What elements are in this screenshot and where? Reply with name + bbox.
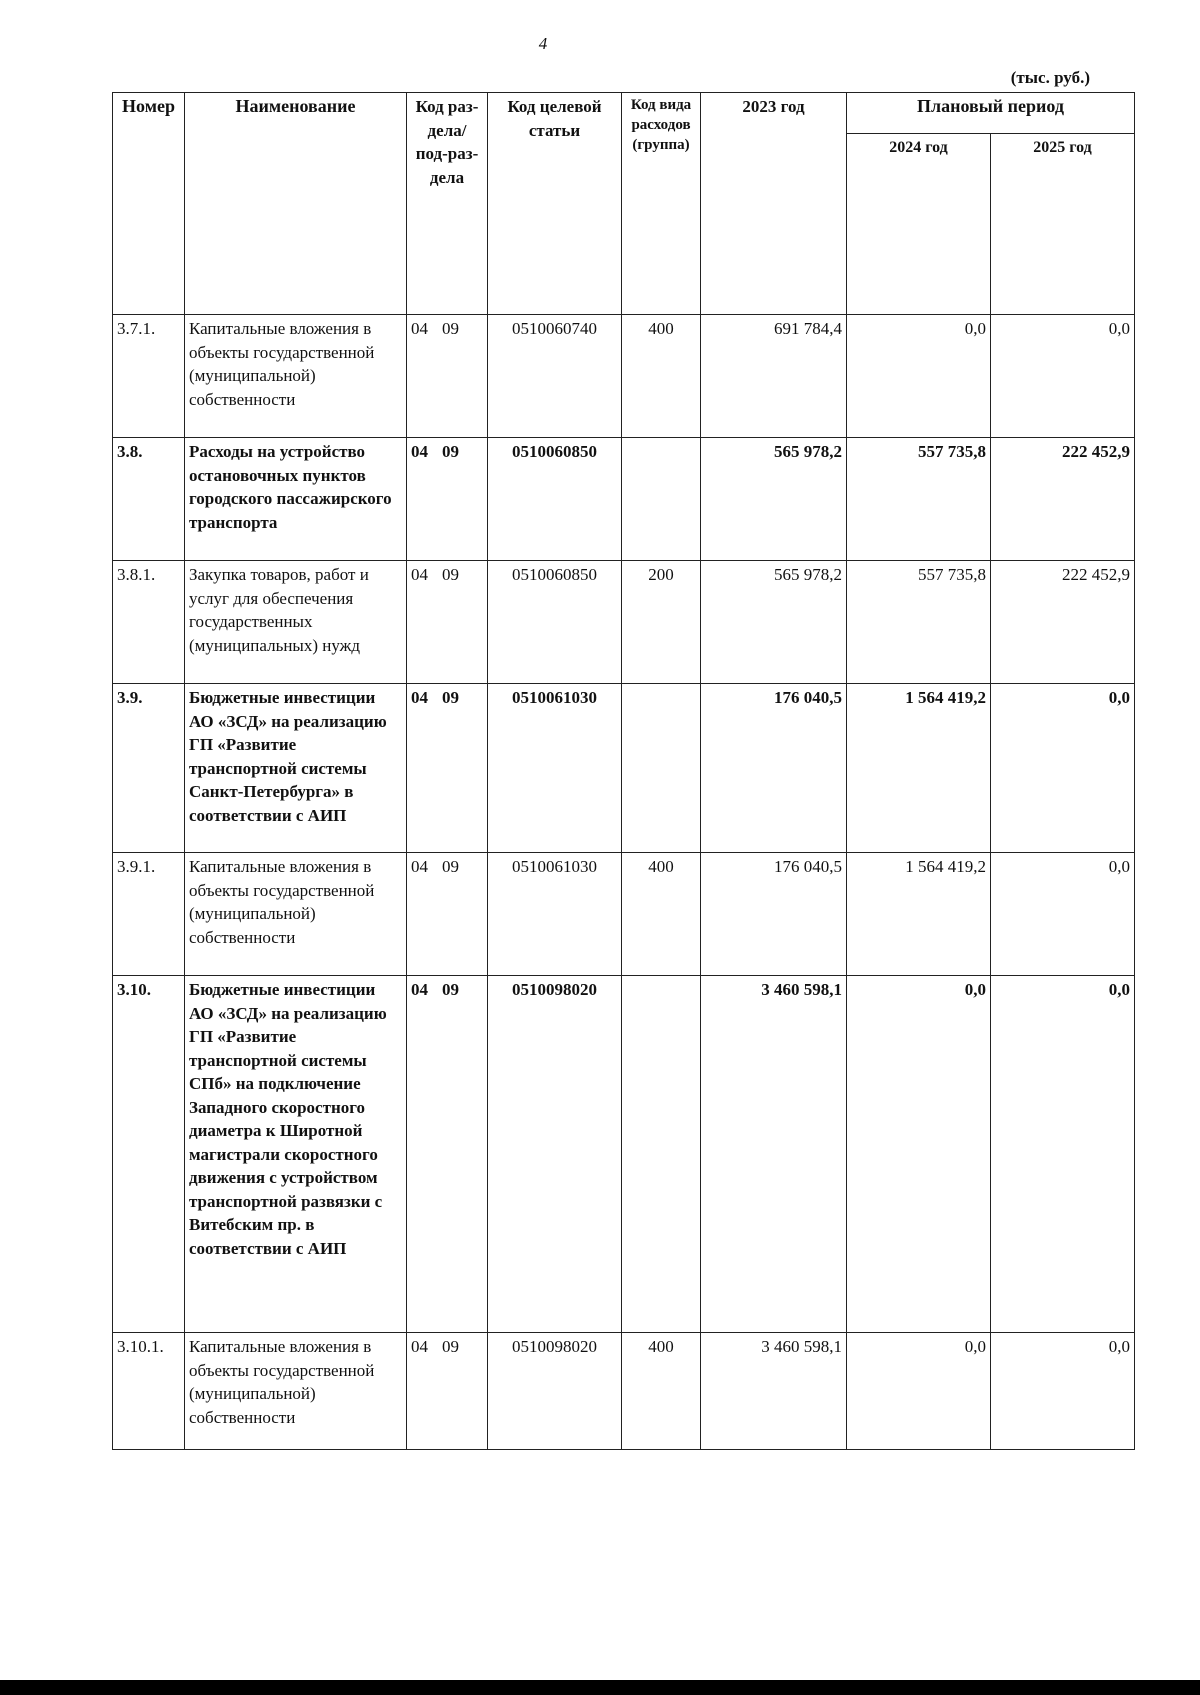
- row-2023: 3 460 598,1: [701, 976, 847, 1333]
- table-row: [113, 1333, 1135, 1450]
- row-razdel: [407, 561, 488, 684]
- subrazdel-code: 09: [442, 980, 459, 999]
- row-number: 3.10.: [113, 976, 185, 1333]
- row-2024: 1 564 419,2: [847, 684, 991, 853]
- row-expense-type: 400: [622, 315, 701, 438]
- row-number: 3.9.: [113, 684, 185, 853]
- row-name: Расходы на устройство остановочных пунктов городского пассажирского транспорта: [185, 438, 407, 561]
- header-plan-period: Плановый период: [847, 93, 1135, 134]
- row-2025: 0,0: [991, 684, 1135, 853]
- header-row: [113, 93, 1135, 134]
- row-target-code: 0510061030: [488, 853, 622, 976]
- row-2023: 3 460 598,1: [701, 1333, 847, 1450]
- row-name: Капитальные вложения в объекты государственной (муниципальной) собственности: [185, 1333, 407, 1450]
- razdel-code: 04: [411, 1337, 428, 1356]
- row-2024: 557 735,8: [847, 561, 991, 684]
- row-number: 3.8.1.: [113, 561, 185, 684]
- row-2025: 0,0: [991, 1333, 1135, 1450]
- row-number: 3.8.: [113, 438, 185, 561]
- header-2025: 2025 год: [991, 134, 1135, 315]
- table-row: [113, 976, 1135, 1333]
- table-row: [113, 315, 1135, 438]
- header-target-code: Код целевой статьи: [488, 93, 622, 315]
- row-2023: 565 978,2: [701, 561, 847, 684]
- row-number: 3.9.1.: [113, 853, 185, 976]
- table-row: [113, 561, 1135, 684]
- row-name: Закупка товаров, работ и услуг для обеспечения государственных (муниципальных) нужд: [185, 561, 407, 684]
- row-2023: 176 040,5: [701, 853, 847, 976]
- row-expense-type: 200: [622, 561, 701, 684]
- row-2023: 176 040,5: [701, 684, 847, 853]
- row-name: Капитальные вложения в объекты государственной (муниципальной) собственности: [185, 315, 407, 438]
- row-target-code: 0510061030: [488, 684, 622, 853]
- subrazdel-code: 09: [442, 857, 459, 876]
- row-2023: 565 978,2: [701, 438, 847, 561]
- row-razdel: [407, 1333, 488, 1450]
- scan-edge: [0, 1680, 1200, 1695]
- row-name: Бюджетные инвестиции АО «ЗСД» на реализацию ГП «Развитие транспортной системы СПб» на подключение Западного скоростного диаметра к Широтной магистрали скоростного движения с устройством транспортной развязки с Витебским пр. в соответствии с АИП: [185, 976, 407, 1333]
- header-num: Номер: [113, 93, 185, 315]
- row-razdel: [407, 976, 488, 1333]
- header-expense-type: Код вида расходов (группа): [622, 93, 701, 315]
- row-2025: 0,0: [991, 315, 1135, 438]
- row-number: 3.7.1.: [113, 315, 185, 438]
- row-expense-type: 400: [622, 853, 701, 976]
- budget-table: [112, 92, 1135, 1450]
- razdel-code: 04: [411, 442, 428, 461]
- subrazdel-code: 09: [442, 1337, 459, 1356]
- row-2025: 0,0: [991, 976, 1135, 1333]
- row-target-code: 0510098020: [488, 1333, 622, 1450]
- row-razdel: [407, 315, 488, 438]
- razdel-code: 04: [411, 980, 428, 999]
- row-2024: 0,0: [847, 315, 991, 438]
- header-name: Наименование: [185, 93, 407, 315]
- header-2024: 2024 год: [847, 134, 991, 315]
- row-2024: 557 735,8: [847, 438, 991, 561]
- row-expense-type: [622, 438, 701, 561]
- razdel-code: 04: [411, 688, 428, 707]
- row-2023: 691 784,4: [701, 315, 847, 438]
- row-2024: 0,0: [847, 1333, 991, 1450]
- row-razdel: [407, 684, 488, 853]
- subrazdel-code: 09: [442, 565, 459, 584]
- table-row: [113, 684, 1135, 853]
- row-2025: 222 452,9: [991, 561, 1135, 684]
- razdel-code: 04: [411, 857, 428, 876]
- razdel-code: 04: [411, 319, 428, 338]
- row-target-code: 0510098020: [488, 976, 622, 1333]
- page-number: 4: [538, 34, 548, 53]
- row-razdel: [407, 438, 488, 561]
- row-2025: 0,0: [991, 853, 1135, 976]
- row-number: 3.10.1.: [113, 1333, 185, 1450]
- table-row: [113, 853, 1135, 976]
- subrazdel-code: 09: [442, 442, 459, 461]
- row-2024: 0,0: [847, 976, 991, 1333]
- row-razdel: [407, 853, 488, 976]
- row-target-code: 0510060850: [488, 561, 622, 684]
- row-2024: 1 564 419,2: [847, 853, 991, 976]
- header-razdel: Код раз-дела/ под-раз-дела: [407, 93, 488, 315]
- row-expense-type: [622, 976, 701, 1333]
- row-name: Капитальные вложения в объекты государственной (муниципальной) собственности: [185, 853, 407, 976]
- header-2023: 2023 год: [701, 93, 847, 315]
- row-expense-type: 400: [622, 1333, 701, 1450]
- table-row: [113, 438, 1135, 561]
- row-target-code: 0510060740: [488, 315, 622, 438]
- subrazdel-code: 09: [442, 688, 459, 707]
- row-target-code: 0510060850: [488, 438, 622, 561]
- subrazdel-code: 09: [442, 319, 459, 338]
- row-expense-type: [622, 684, 701, 853]
- units-label: (тыс. руб.): [1010, 68, 1090, 87]
- row-2025: 222 452,9: [991, 438, 1135, 561]
- row-name: Бюджетные инвестиции АО «ЗСД» на реализацию ГП «Развитие транспортной системы Санкт-Петербурга» в соответствии с АИП: [185, 684, 407, 853]
- razdel-code: 04: [411, 565, 428, 584]
